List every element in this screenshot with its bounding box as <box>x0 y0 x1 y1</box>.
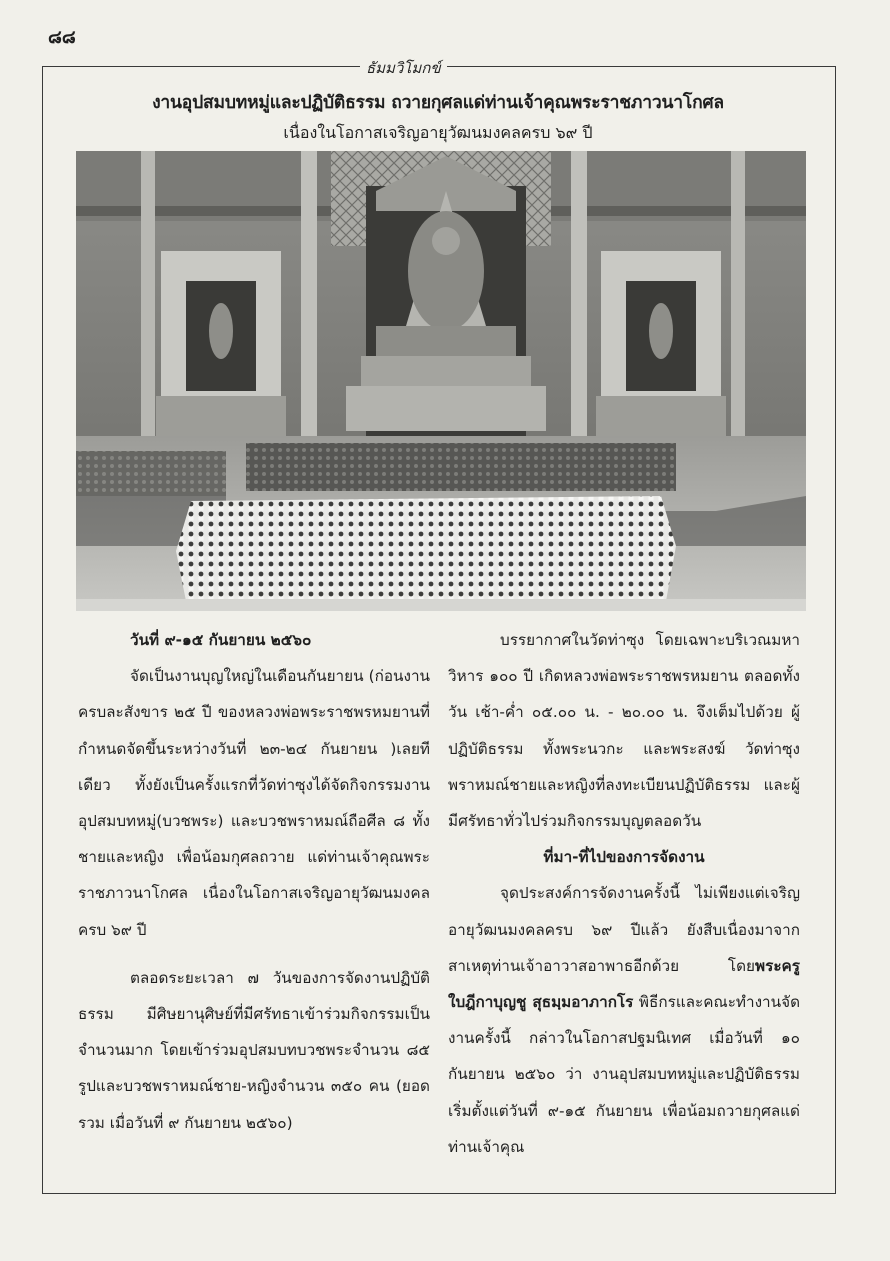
section-label: ธัมมวิโมกข์ <box>360 56 447 80</box>
paragraph-right-2 <box>448 875 800 1165</box>
page-number: ๘๘ <box>48 27 76 48</box>
monk-name: พระครูใบฎีกาบุญชู สุธมฺมอาภากโร <box>448 956 800 1012</box>
paragraph-left-1: จัดเป็นงานบุญใหญ่ในเดือนกันยายน (ก่อนงานครบละสังขาร ๒๕ ปี ของหลวงพ่อพระราชพรหมยานที่กำหนดจัดขึ้นระหว่างวันที่ ๒๓-๒๔ กันยายน )เลยทีเดียว ทั้งยังเป็นครั้งแรกที่วัดท่าซุงได้จัดกิจกรรมงานอุปสมบทหมู่(บวชพระ) และบวชพราหมณ์ถือศีล ๘ ทั้งชายและหญิง เพื่อน้อมกุศลถวาย แด่ท่านเจ้าคุณพระราชภาวนาโกศล เนื่องในโอกาสเจริญอายุวัฒนมงคลครบ ๖๙ ปี <box>78 667 430 939</box>
paragraph-left-2: ตลอดระยะเวลา ๗ วันของการจัดงานปฏิบัติธรรม มีศิษยานุศิษย์ที่มีศรัทธาเข้าร่วมกิจกรรมเป็นจำนวนมาก โดยเข้าร่วมอุปสมบทบวชพระจำนวน ๘๕ รูปและบวชพราหมณ์ชาย-หญิงจำนวน ๓๕๐ คน (ยอดรวม เมื่อวันที่ ๙ กันยายน ๒๕๖๐) <box>78 968 430 1132</box>
article-title: งานอุปสมบทหมู่และปฏิบัติธรรม ถวายกุศลแด่ท่านเจ้าคุณพระราชภาวนาโกศล <box>152 93 724 113</box>
left-column <box>78 622 430 1141</box>
paragraph-right-2-part-a: จุดประสงค์การจัดงานครั้งนี้ ไม่เพียงแต่เจริญอายุวัฒนมงคลครบ ๖๙ ปีแล้ว ยังสืบเนื่องมาจาก สาเหตุท่านเจ้าอาวาสอาพาธอีกด้วย โดย <box>448 884 800 975</box>
paragraph-right-2-part-b: พิธีกรและคณะทำงานจัดงานครั้งนี้ กล่าวในโอกาสปฐมนิเทศ เมื่อวันที่ ๑๐ กันยายน ๒๕๖๐ ว่า งานอุปสมบทหมู่และปฏิบัติธรรม เริ่มตั้งแต่วันที่ ๙-๑๕ กันยายน เพื่อน้อมถวายกุศลแด่ท่านเจ้าคุณ <box>448 993 800 1156</box>
paragraph-right-1: บรรยากาศในวัดท่าซุง โดยเฉพาะบริเวณมหาวิหาร ๑๐๐ ปี เกิดหลวงพ่อพระราชพรหมยาน ตลอดทั้งวัน เช้า-ค่ำ ๐๕.๐๐ น. - ๒๐.๐๐ น. จึงเต็มไปด้วย ผู้ปฏิบัติธรรม ทั้งพระนวกะ และพระสงฆ์ วัดท่าซุง พราหมณ์ชายและหญิงที่ลงทะเบียนปฏิบัติธรรม และผู้มีศรัทธาทั่วไปร่วมกิจกรรมบุญตลอดวัน <box>448 631 800 831</box>
article-subtitle: เนื่องในโอกาสเจริญอายุวัฒนมงคลครบ ๖๙ ปี <box>283 123 593 142</box>
date-heading: วันที่ ๙-๑๕ กันยายน ๒๕๖๐ <box>130 631 312 649</box>
section-heading: ที่มา-ที่ไปของการจัดงาน <box>543 848 705 867</box>
right-column <box>448 622 800 1165</box>
ceremony-photo <box>76 151 806 611</box>
